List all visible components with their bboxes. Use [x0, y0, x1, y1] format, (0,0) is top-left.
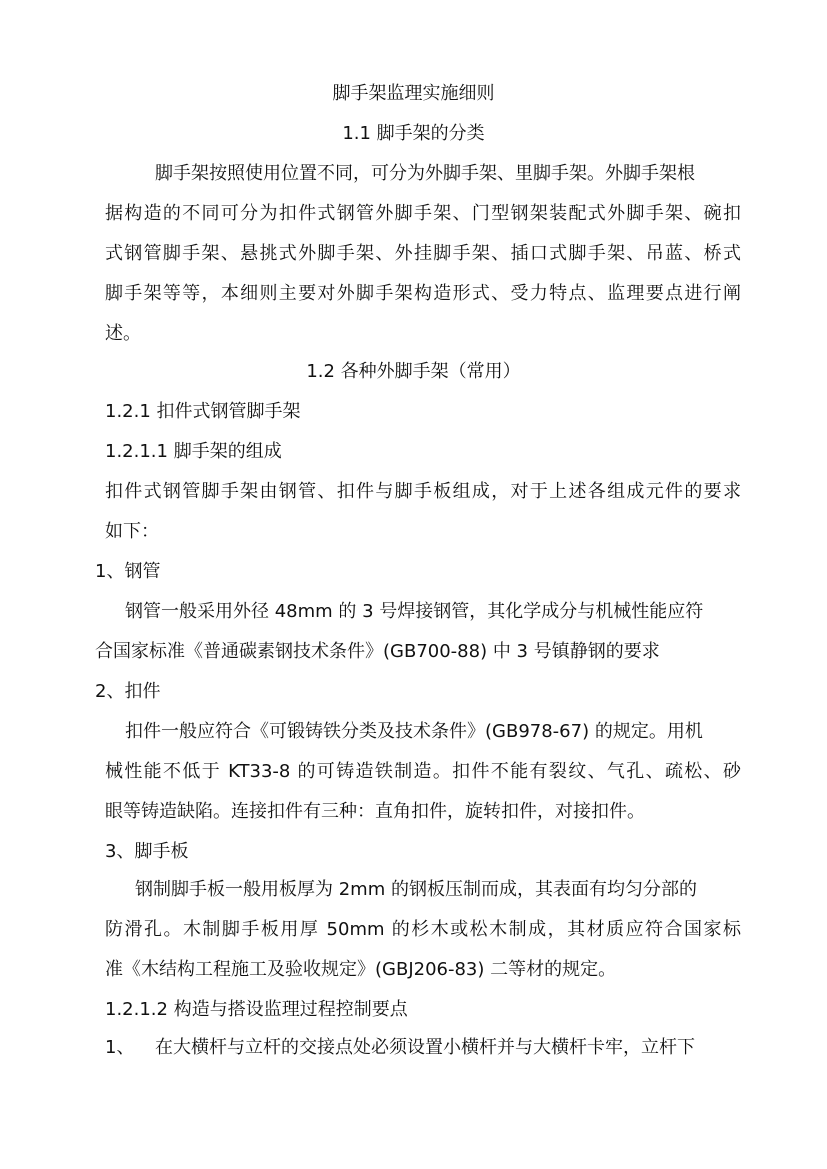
- paragraph-line: 在大横杆与立杆的交接点处必须设置小横杆并与大横杆卡牢，立杆下: [155, 1037, 695, 1058]
- paragraph-line: 钢管一般采用外径 48mm 的 3 号焊接钢管，其化学成分与机械性能应符: [125, 601, 704, 622]
- paragraph-line: 眼等铸造缺陷。连接扣件有三种：直角扣件，旋转扣件，对接扣件。: [105, 801, 645, 822]
- paragraph-line: 述。: [105, 323, 141, 344]
- document-title: 脚手架监理实施细则: [332, 83, 495, 104]
- paragraph-line: 如下：: [105, 521, 159, 542]
- paragraph-line: 扣件一般应符合《可锻铸铁分类及技术条件》(GB978-67) 的规定。用机: [125, 721, 703, 742]
- subsection-heading-1-2-1-2: 1.2.1.2 构造与搭设监理过程控制要点: [105, 999, 408, 1020]
- paragraph-line: 脚手架等等，本细则主要对外脚手架构造形式、受力特点、监理要点进行阐: [105, 283, 741, 304]
- list-item-title-pipe: 1、钢管: [95, 561, 161, 582]
- paragraph-line: 据构造的不同可分为扣件式钢管外脚手架、门型钢架装配式外脚手架、碗扣: [105, 203, 741, 224]
- list-item-title-fastener: 2、扣件: [95, 681, 161, 702]
- paragraph-line: 准《木结构工程施工及验收规定》(GBJ206-83) 二等材的规定。: [105, 959, 617, 980]
- list-item-number: 1、: [105, 1037, 135, 1058]
- paragraph-line: 脚手架按照使用位置不同，可分为外脚手架、里脚手架。外脚手架根: [155, 163, 695, 184]
- paragraph-line: 防滑孔。木制脚手板用厚 50mm 的杉木或松木制成，其材质应符合国家标: [105, 919, 741, 940]
- paragraph-line: 械性能不低于 KT33-8 的可铸造铁制造。扣件不能有裂纹、气孔、疏松、砂: [105, 761, 741, 782]
- section-heading-1-2: 1.2 各种外脚手架（常用）: [306, 361, 521, 382]
- section-heading-1-1: 1.1 脚手架的分类: [342, 123, 485, 144]
- subsection-heading-1-2-1-1: 1.2.1.1 脚手架的组成: [105, 441, 282, 462]
- paragraph-line: 式钢管脚手架、悬挑式外脚手架、外挂脚手架、插口式脚手架、吊蓝、桥式: [105, 243, 741, 264]
- subsection-heading-1-2-1: 1.2.1 扣件式钢管脚手架: [105, 401, 301, 422]
- paragraph-line: 钢制脚手板一般用板厚为 2mm 的钢板压制而成，其表面有均匀分部的: [135, 879, 697, 900]
- list-item-title-scaffold-board: 3、脚手板: [105, 841, 189, 862]
- paragraph-line: 扣件式钢管脚手架由钢管、扣件与脚手板组成，对于上述各组成元件的要求: [105, 481, 741, 502]
- paragraph-line: 合国家标准《普通碳素钢技术条件》(GB700-88) 中 3 号镇静钢的要求: [95, 641, 660, 662]
